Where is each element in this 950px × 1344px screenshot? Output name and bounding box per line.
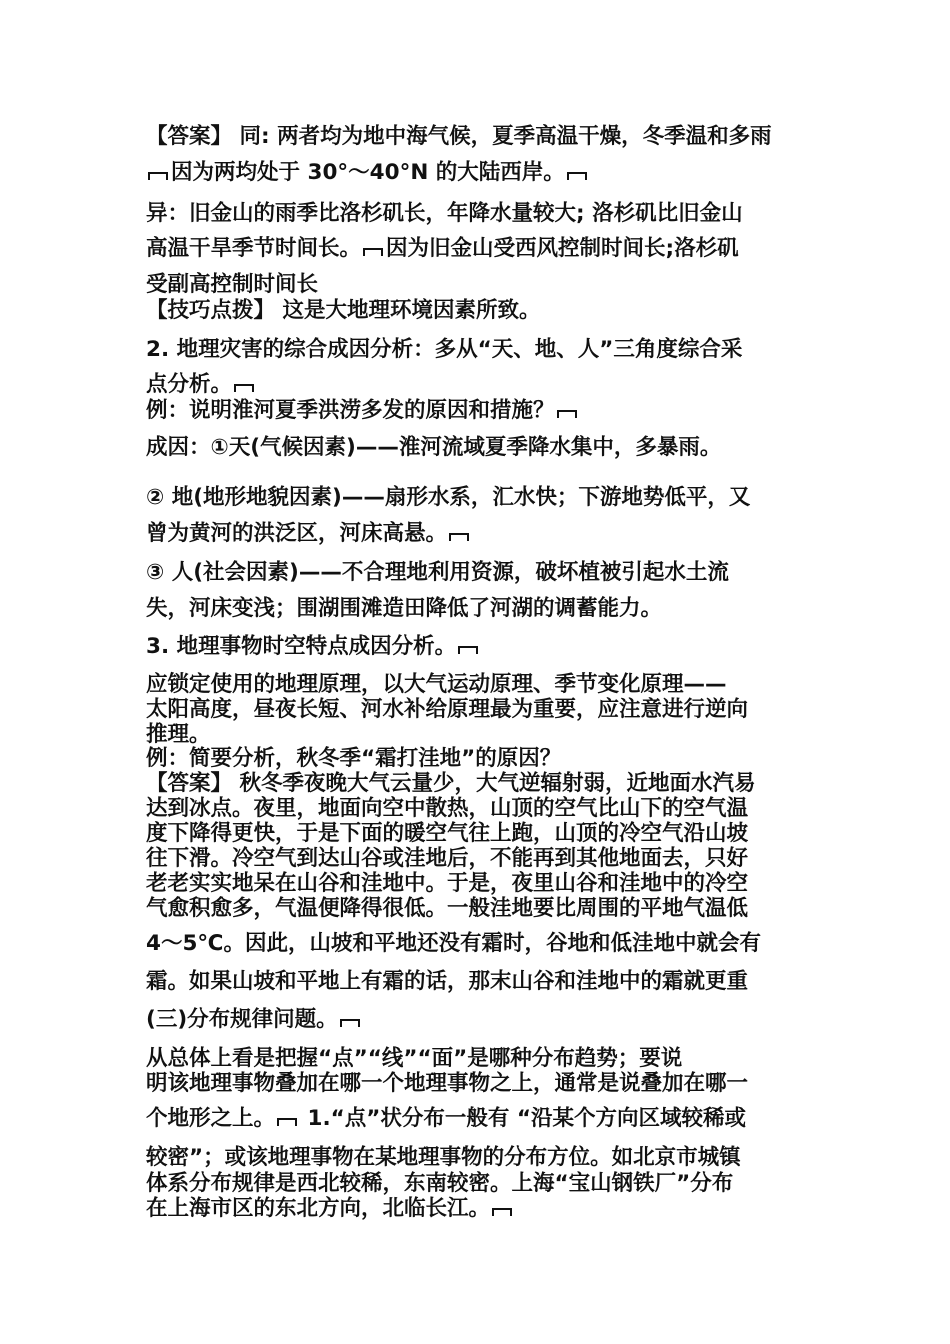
text-line: 霜。如果山坡和平地上有霜的话，那末山谷和洼地中的霜就更重 bbox=[146, 969, 749, 994]
text-line: 2. 地理灾害的综合成因分析：多从“天、地、人”三角度综合采 bbox=[146, 337, 743, 362]
text-line: 在上海市区的东北方向，北临长江。 bbox=[146, 1196, 826, 1222]
text-line: 较密”；或该地理事物在某地理事物的分布方位。如北京市城镇 bbox=[146, 1145, 741, 1170]
paragraph-mark-icon bbox=[277, 1118, 297, 1126]
paragraph-mark-icon bbox=[567, 172, 587, 180]
text-line: ② 地(地形地貌因素)——扇形水系，汇水快；下游地势低平，又 bbox=[146, 485, 751, 510]
text-line: 【技巧点拨】 这是大地理环境因素所致。 bbox=[146, 298, 541, 323]
text-line: 从总体上看是把握“点”“线”“面”是哪种分布趋势；要说 bbox=[146, 1046, 683, 1071]
text-line: 气愈积愈多，气温便降得很低。一般洼地要比周围的平地气温低 bbox=[146, 896, 749, 921]
text-line: 例：说明淮河夏季洪涝多发的原因和措施？ bbox=[146, 398, 826, 424]
text-line: 个地形之上。 1.“点”状分布一般有 “沿某个方向区域较稀或 bbox=[146, 1106, 747, 1131]
text-line: 往下滑。冷空气到达山谷或洼地后，不能再到其他地面去，只好 bbox=[146, 846, 749, 871]
paragraph-mark-icon bbox=[458, 646, 478, 654]
paragraph-mark-icon bbox=[234, 384, 254, 392]
text-line: 成因：①天(气候因素)——淮河流域夏季降水集中，多暴雨。 bbox=[146, 435, 722, 460]
text-line: 达到冰点。夜里，地面向空中散热，山顶的空气比山下的空气温 bbox=[146, 796, 749, 821]
text-line: 【答案】 同: 两者均为地中海气候，夏季高温干燥，冬季温和多雨 bbox=[146, 124, 772, 149]
text-line: 异：旧金山的雨季比洛杉矶长，年降水量较大; 洛杉矶比旧金山 bbox=[146, 201, 743, 226]
text-line: 受副高控制时间长 bbox=[146, 272, 319, 297]
text-line: ③ 人(社会因素)——不合理地利用资源，破坏植被引起水土流 bbox=[146, 560, 729, 585]
text-line: 因为两均处于 30°～40°N 的大陆西岸。 bbox=[146, 160, 826, 186]
text-line: 应锁定使用的地理原理，以大气运动原理、季节变化原理—— bbox=[146, 672, 727, 697]
paragraph-mark-icon bbox=[492, 1208, 512, 1216]
text-line: 太阳高度，昼夜长短、河水补给原理最为重要，应注意进行逆向 bbox=[146, 697, 749, 722]
text-line: 老老实实地呆在山谷和洼地中。于是，夜里山谷和洼地中的冷空 bbox=[146, 871, 749, 896]
text-line: 【答案】 秋冬季夜晚大气云量少，大气逆辐射弱，近地面水汽易 bbox=[146, 771, 756, 796]
paragraph-mark-icon bbox=[557, 410, 577, 418]
text-line: 体系分布规律是西北较稀，东南较密。上海“宝山钢铁厂”分布 bbox=[146, 1171, 734, 1196]
paragraph-mark-icon bbox=[363, 248, 383, 256]
paragraph-mark-icon bbox=[340, 1019, 360, 1027]
text-line: 点分析。 bbox=[146, 372, 826, 398]
text-line: 高温干旱季节时间长。 因为旧金山受西风控制时间长;洛杉矶 bbox=[146, 236, 739, 261]
text-line: 曾为黄河的洪泛区，河床高悬。 bbox=[146, 521, 826, 547]
text-line: 明该地理事物叠加在哪一个地理事物之上，通常是说叠加在哪一 bbox=[146, 1071, 749, 1096]
text-line: 例：简要分析，秋冬季“霜打洼地”的原因？ bbox=[146, 746, 562, 771]
text-line: 度下降得更快，于是下面的暖空气往上跑，山顶的冷空气沿山坡 bbox=[146, 821, 749, 846]
text-line: 3. 地理事物时空特点成因分析。 bbox=[146, 634, 826, 660]
text-line: 失，河床变浅；围湖围滩造田降低了河湖的调蓄能力。 bbox=[146, 596, 663, 621]
text-line: (三)分布规律问题。 bbox=[146, 1007, 826, 1033]
text-line: 4～5℃。因此，山坡和平地还没有霜时，谷地和低洼地中就会有 bbox=[146, 931, 761, 956]
text-line: 推理。 bbox=[146, 722, 211, 747]
paragraph-mark-icon bbox=[449, 533, 469, 541]
paragraph-mark-icon bbox=[148, 172, 168, 180]
